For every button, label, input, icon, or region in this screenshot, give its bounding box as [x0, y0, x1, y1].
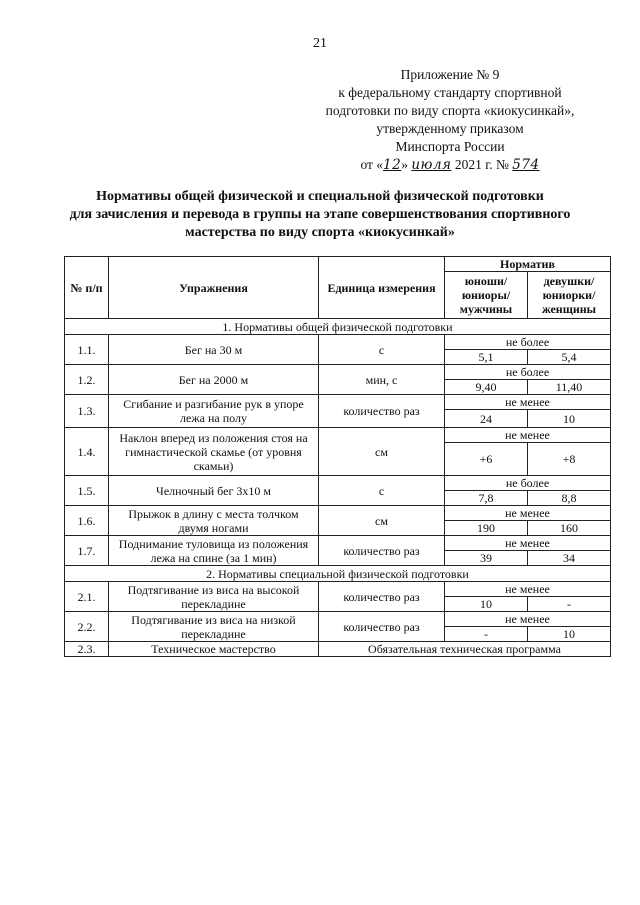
female-value: 8,8: [528, 491, 611, 506]
male-value: 9,40: [445, 380, 528, 395]
annex-header: [300, 66, 600, 174]
row-number: 1.5.: [65, 476, 109, 506]
title-line-2: для зачисления и перевода в группы на этапе совершенствования спортивного: [69, 207, 571, 222]
order-number: 574: [512, 157, 540, 173]
exercise-name: Челночный бег 3х10 м: [109, 476, 319, 506]
annex-line-1: Приложение № 9: [400, 67, 500, 82]
unit-cell: мин, с: [319, 365, 445, 395]
male-value: 39: [445, 551, 528, 566]
comparison-cell: не менее: [445, 395, 611, 410]
unit-cell: см: [319, 428, 445, 476]
comparison-cell: не менее: [445, 506, 611, 521]
unit-cell: количество раз: [319, 395, 445, 428]
male-value: 10: [445, 597, 528, 612]
date-mid: »: [401, 157, 408, 172]
document-title: [40, 188, 600, 242]
table-row: [65, 335, 611, 350]
male-value: 24: [445, 410, 528, 428]
female-value: 160: [528, 521, 611, 536]
section-row: [65, 319, 611, 335]
male-value: +6: [445, 443, 528, 476]
annex-line-2: к федеральному стандарту спортивной: [338, 85, 562, 100]
header-num: № п/п: [65, 257, 109, 319]
exercise-name: Сгибание и разгибание рук в упоре лежа на полу: [109, 395, 319, 428]
norms-table: [64, 256, 611, 657]
comparison-cell: не менее: [445, 428, 611, 443]
unit-cell: см: [319, 506, 445, 536]
table-row: [65, 395, 611, 410]
female-value: 11,40: [528, 380, 611, 395]
table-row: [65, 428, 611, 443]
header-female: девушки/ юниорки/ женщины: [528, 272, 611, 319]
header-unit: Единица измерения: [319, 257, 445, 319]
technical-program-cell: Обязательная техническая программа: [319, 642, 611, 657]
title-line-3: мастерства по виду спорта «киокусинкай»: [185, 225, 455, 240]
exercise-name: Поднимание туловища из положения лежа на спине (за 1 мин): [109, 536, 319, 566]
row-number: 1.1.: [65, 335, 109, 365]
header-norm: Норматив: [445, 257, 611, 272]
annex-date-line: [300, 156, 600, 174]
female-value: 10: [528, 627, 611, 642]
table-row: [65, 582, 611, 597]
comparison-cell: не менее: [445, 536, 611, 551]
table-row: [65, 365, 611, 380]
female-value: 10: [528, 410, 611, 428]
date-day: 12: [383, 157, 402, 173]
unit-cell: с: [319, 476, 445, 506]
unit-cell: количество раз: [319, 612, 445, 642]
exercise-name: Техническое мастерство: [109, 642, 319, 657]
title-line-1: Нормативы общей физической и специальной физической подготовки: [96, 189, 544, 204]
row-number: 1.7.: [65, 536, 109, 566]
row-number: 1.6.: [65, 506, 109, 536]
male-value: 190: [445, 521, 528, 536]
date-year: 2021 г. №: [451, 157, 513, 172]
section-title: 1. Нормативы общей физической подготовки: [65, 319, 611, 335]
male-value: 5,1: [445, 350, 528, 365]
header-exercise: Упражнения: [109, 257, 319, 319]
comparison-cell: не менее: [445, 612, 611, 627]
annex-line-5: Минспорта России: [395, 139, 505, 154]
table-row: [65, 642, 611, 657]
date-prefix: от «: [360, 157, 384, 172]
male-value: -: [445, 627, 528, 642]
exercise-name: Прыжок в длину с места толчком двумя ногами: [109, 506, 319, 536]
page-number: 21: [313, 36, 327, 51]
annex-line-4: утвержденному приказом: [376, 121, 524, 136]
comparison-cell: не менее: [445, 582, 611, 597]
exercise-name: Подтягивание из виса на высокой перекладине: [109, 582, 319, 612]
row-number: 1.2.: [65, 365, 109, 395]
header-male: юноши/ юниоры/ мужчины: [445, 272, 528, 319]
section-row: [65, 566, 611, 582]
row-number: 1.3.: [65, 395, 109, 428]
exercise-name: Подтягивание из виса на низкой перекладине: [109, 612, 319, 642]
row-number: 2.2.: [65, 612, 109, 642]
table-row: [65, 476, 611, 491]
row-number: 1.4.: [65, 428, 109, 476]
comparison-cell: не более: [445, 365, 611, 380]
female-value: +8: [528, 443, 611, 476]
female-value: 34: [528, 551, 611, 566]
annex-line-3: подготовки по виду спорта «киокусинкай»,: [325, 103, 575, 118]
row-number: 2.3.: [65, 642, 109, 657]
table-row: [65, 612, 611, 627]
unit-cell: количество раз: [319, 536, 445, 566]
table-row: [65, 506, 611, 521]
male-value: 7,8: [445, 491, 528, 506]
unit-cell: количество раз: [319, 582, 445, 612]
comparison-cell: не более: [445, 476, 611, 491]
date-month: июля: [411, 157, 452, 173]
section-title: 2. Нормативы специальной физической подготовки: [65, 566, 611, 582]
table-row: [65, 536, 611, 551]
row-number: 2.1.: [65, 582, 109, 612]
female-value: 5,4: [528, 350, 611, 365]
female-value: -: [528, 597, 611, 612]
exercise-name: Бег на 2000 м: [109, 365, 319, 395]
exercise-name: Наклон вперед из положения стоя на гимнастической скамье (от уровня скамьи): [109, 428, 319, 476]
comparison-cell: не более: [445, 335, 611, 350]
exercise-name: Бег на 30 м: [109, 335, 319, 365]
unit-cell: с: [319, 335, 445, 365]
